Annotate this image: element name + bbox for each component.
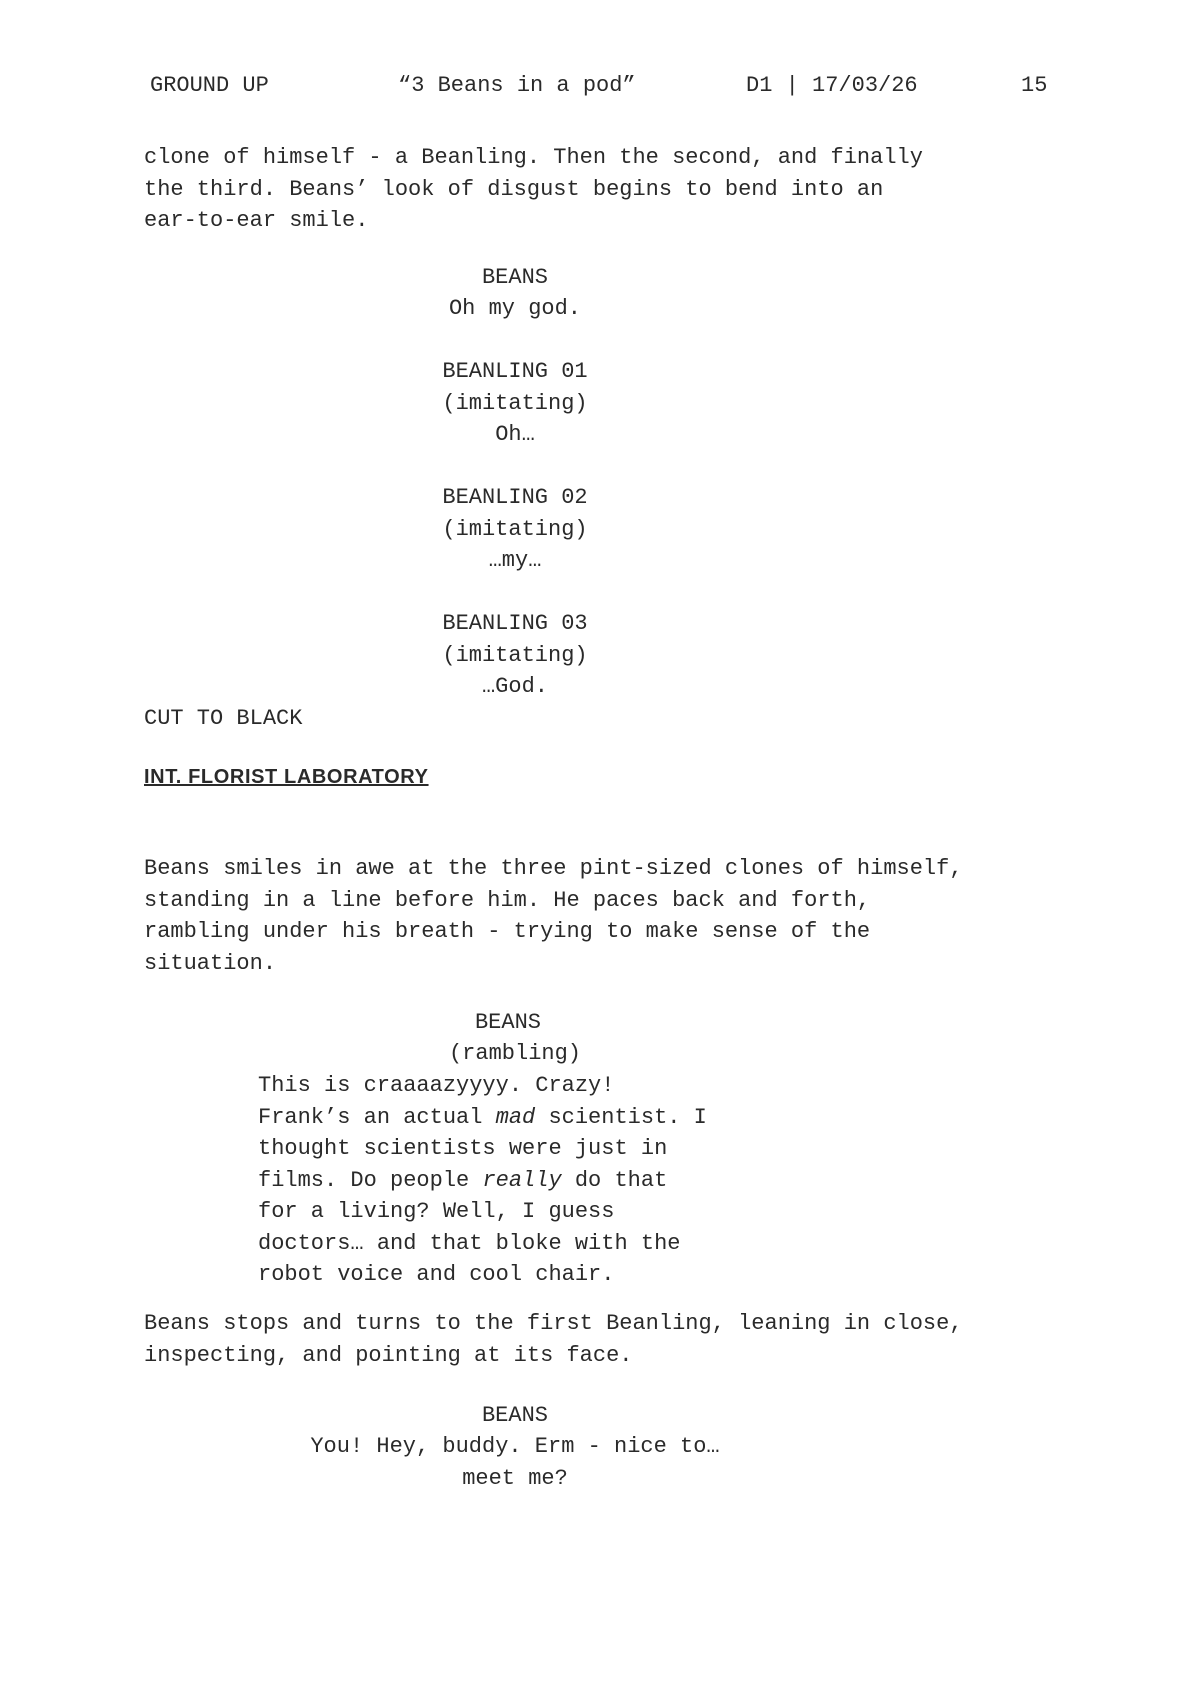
action-line: Beans smiles in awe at the three pint-sized clones of himself, xyxy=(144,856,963,881)
character-name: BEANS xyxy=(481,1403,548,1428)
action-paragraph-3 xyxy=(144,1308,1084,1371)
dialogue-line: You! Hey, buddy. Erm - nice to… xyxy=(310,1434,720,1459)
header-episode-title: “3 Beans in a pod” xyxy=(398,73,636,98)
dialogue-line: Oh my god. xyxy=(448,296,582,321)
scene-heading: INT. FLORIST LABORATORY xyxy=(144,766,429,788)
dialogue-line: meet me? xyxy=(462,1466,568,1491)
dialogue-line: …my… xyxy=(488,548,542,573)
dialogue-text: Frank’s an actual xyxy=(258,1104,496,1130)
character-name: BEANLING 02 xyxy=(442,485,588,510)
dialogue-emphasis: really xyxy=(482,1167,562,1193)
parenthetical: (imitating) xyxy=(442,517,588,542)
character-name: BEANLING 01 xyxy=(442,359,588,384)
dialogue-emphasis: mad xyxy=(495,1104,536,1130)
dialogue-line: thought scientists were just in xyxy=(258,1136,668,1161)
character-name: BEANS xyxy=(481,265,548,290)
dialogue-block xyxy=(258,1070,707,1291)
action-line: Beans stops and turns to the first Beanling, leaning in close, xyxy=(144,1311,963,1336)
header-draft-date: D1 | 17/03/26 xyxy=(746,73,918,98)
dialogue-line xyxy=(258,1165,707,1197)
dialogue-line xyxy=(258,1102,707,1134)
action-line: clone of himself - a Beanling. Then the second, and finally xyxy=(144,145,923,170)
dialogue-text: do that xyxy=(561,1167,668,1193)
action-line: situation. xyxy=(144,950,277,976)
parenthetical: (rambling) xyxy=(448,1041,582,1066)
header-show-title: GROUND UP xyxy=(150,73,269,98)
action-line: the third. Beans’ look of disgust begins to bend into an xyxy=(144,176,884,202)
character-name: BEANLING 03 xyxy=(442,611,588,636)
action-line: standing in a line before him. He paces back and forth, xyxy=(144,887,871,913)
dialogue-text: scientist. I xyxy=(535,1104,707,1130)
character-name: BEANS xyxy=(474,1010,541,1035)
dialogue-line: This is craaaazyyyy. Crazy! xyxy=(258,1073,615,1098)
action-paragraph-2 xyxy=(144,853,1084,979)
dialogue-line: …God. xyxy=(481,674,548,699)
dialogue-line: for a living? Well, I guess xyxy=(258,1199,615,1224)
action-line: inspecting, and pointing at its face. xyxy=(144,1342,633,1368)
action-paragraph-1 xyxy=(144,142,1084,237)
dialogue-line: doctors… and that bloke with the xyxy=(258,1230,681,1256)
action-line: ear-to-ear smile. xyxy=(144,208,369,233)
transition: CUT TO BLACK xyxy=(144,706,303,731)
parenthetical: (imitating) xyxy=(442,391,588,416)
dialogue-line: Oh… xyxy=(495,422,535,447)
dialogue-text: films. Do people xyxy=(258,1167,483,1193)
dialogue-line: robot voice and cool chair. xyxy=(258,1262,615,1287)
parenthetical: (imitating) xyxy=(442,643,588,668)
header-page-number: 15 xyxy=(1021,73,1048,98)
action-line: rambling under his breath - trying to make sense of the xyxy=(144,919,871,944)
